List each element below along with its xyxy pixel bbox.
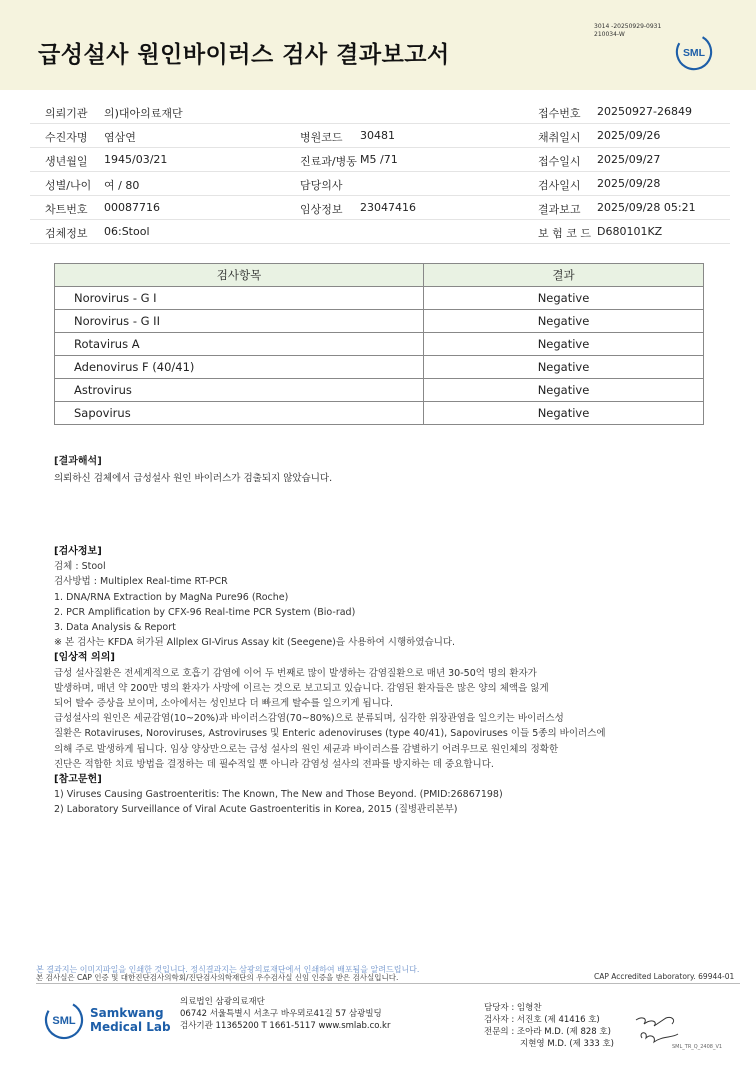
insurance-label: 보 험 코 드 [538,227,591,240]
sex-age-label: 성별/나이 [45,179,92,192]
test-info-line: 검체 : Stool [54,561,106,573]
specimen-label: 검체정보 [45,227,88,240]
references-title: [참고문헌] [54,774,102,786]
report-date-label: 결과보고 [538,203,581,216]
sml-logo-icon [675,33,713,71]
dept-label: 진료과/병동 [300,155,357,168]
results-table [54,263,704,425]
requester-value: 의)대아의료재단 [104,107,183,120]
patient-value: 염삼연 [104,131,136,144]
samkwang-logo-icon [44,1000,84,1040]
test-info-section [54,544,606,818]
receipt-no-value: 20250927-26849 [597,105,692,118]
hospital-code-label: 병원코드 [300,131,343,144]
birth-label: 생년월일 [45,155,88,168]
col-header-item: 검사항목 [55,264,424,287]
reference-line: 2) Laboratory Surveillance of Viral Acute Gastroenteritis in Korea, 2015 (질병관리본부) [54,804,458,816]
test-item-result: Negative [424,287,704,310]
clinical-line: 질환은 Rotaviruses, Noroviruses, Astroviruses 및 Enteric adenoviruses (type 40/41), Sapoviruses 이들 5종의 바이러스에 [54,728,606,740]
info-row [30,148,730,172]
clinical-line: 되어 탈수 증상을 보이며, 소아에서는 성인보다 더 빠르게 탈수를 일으키게 됩니다. [54,698,394,710]
footer-divider [36,983,740,984]
report-title: 급성설사 원인바이러스 검사 결과보고서 [38,42,450,68]
test-info-line: 3. Data Analysis & Report [54,622,176,634]
specimen-value: 06:Stool [104,225,150,238]
signature-icon [632,1012,682,1046]
info-row [30,100,730,124]
chart-value: 00087716 [104,201,160,214]
collect-date-value: 2025/09/26 [597,129,661,142]
svg-text:SML: SML [682,47,706,59]
print-warning: 본 결과지는 이미지파일을 인쇄한 것입니다. 정식결과지는 삼광의료재단에서 인쇄하여 배포됨을 알려드립니다. [36,965,420,974]
receipt-date-label: 접수일시 [538,155,581,168]
dept-value: M5 /71 [360,153,398,166]
test-item-name: Norovirus - G I [55,287,424,310]
table-header-row [55,264,704,287]
birth-value: 1945/03/21 [104,153,168,166]
reference-line: 1) Viruses Causing Gastroenteritis: The Known, The New and Those Beyond. (PMID:26867198) [54,789,503,801]
hospital-code-value: 30481 [360,129,395,142]
test-item-name: Sapovirus [55,402,424,425]
form-code: SML_TR_Q_2408_V1 [672,1044,723,1050]
test-info-line: 1. DNA/RNA Extraction by MagNa Pure96 (Roche) [54,591,289,603]
svg-text:SML: SML [52,1015,76,1027]
test-item-result: Negative [424,333,704,356]
clinical-label: 임상정보 [300,203,343,216]
interpretation-title: [결과해석] [54,456,102,467]
table-row [55,356,704,379]
lab-name: Samkwang Medical Lab [90,1006,171,1034]
clinical-line: 발생하며, 매년 약 200만 명의 환자가 사망에 이르는 것으로 보고되고 있습니다. 감염된 환자들은 많은 양의 체액을 잃게 [54,682,549,694]
test-item-name: Astrovirus [55,379,424,402]
clinical-line: 급성설사의 원인은 세균감염(10~20%)과 바이러스감염(70~80%)으로 분류되며, 심각한 위장관염을 일으키는 바이러스성 [54,713,564,725]
test-item-name: Adenovirus F (40/41) [55,356,424,379]
test-info-title: [검사정보] [54,546,102,557]
clinical-significance-title: [임상적 의의] [54,652,115,664]
test-item-name: Rotavirus A [55,333,424,356]
test-item-result: Negative [424,310,704,333]
patient-label: 수진자명 [45,131,88,144]
test-date-value: 2025/09/28 [597,177,661,190]
test-item-result: Negative [424,379,704,402]
cap-note: 본 검사실은 CAP 인증 및 대한진단검사의학회/진단검사의학재단의 우수검사실 신임 인증을 받은 검사실입니다. [36,973,399,982]
report-header [0,0,756,90]
info-row [30,196,730,220]
collect-date-label: 채취일시 [538,131,581,144]
clinical-line: 급성 설사질환은 전세계적으로 호흡기 감염에 이어 두 번째로 많이 발생하는 감염질환으로 매년 30-50억 명의 환자가 [54,667,537,679]
info-row [30,124,730,148]
chart-label: 차트번호 [45,203,88,216]
table-row [55,310,704,333]
test-info-line: 검사방법 : Multiplex Real-time RT-PCR [54,576,228,588]
receipt-date-value: 2025/09/27 [597,153,661,166]
clinical-line: 진단은 적합한 치료 방법을 결정하는 데 필수적일 뿐 아니라 감염성 설사의 전파를 방지하는 데 중요합니다. [54,758,494,770]
document-id: 3014 -20250929-0931 210034-W [594,23,662,38]
requester-label: 의뢰기관 [45,107,88,120]
table-row [55,379,704,402]
test-date-label: 검사일시 [538,179,581,192]
cap-accredited: CAP Accredited Laboratory. 69944-01 [594,972,735,981]
report-date-value: 2025/09/28 05:21 [597,201,696,214]
table-row [55,333,704,356]
test-info-line: 2. PCR Amplification by CFX-96 Real-time PCR System (Bio-rad) [54,606,356,618]
info-row [30,172,730,196]
lab-address: 의료법인 삼광의료재단 06742 서울특별시 서초구 바우뫼로41길 57 삼광빌딩 검사기관 11365200 T 1661-5117 www.smlab.co.kr [180,997,391,1031]
test-info-line: ※ 본 검사는 KFDA 허가된 Allplex GI-Virus Assay kit (Seegene)을 사용하여 시행하였습니다. [54,637,456,649]
interpretation-text: 의뢰하신 검체에서 급성설사 원인 바이러스가 검출되지 않았습니다. [54,473,333,484]
col-header-result: 결과 [424,264,704,287]
test-item-result: Negative [424,356,704,379]
table-row [55,287,704,310]
insurance-value: D680101KZ [597,225,663,238]
info-row [30,220,730,244]
test-item-result: Negative [424,402,704,425]
clinical-value: 23047416 [360,201,416,214]
table-row [55,402,704,425]
receipt-no-label: 접수번호 [538,107,581,120]
doctor-label: 담당의사 [300,179,343,192]
clinical-line: 의해 주로 발생하게 됩니다. 임상 양상만으로는 급성 설사의 원인 세균과 바이러스를 감별하기 어려우므로 원인체의 정확한 [54,743,559,755]
test-item-name: Norovirus - G II [55,310,424,333]
staff-list: 담당자 : 임형찬 검사자 : 서진호 (제 41416 호) 전문의 : 조아라 M.D. (제 828 호) 지현영 M.D. (제 333 호) [484,1003,615,1049]
sex-age-value: 여 / 80 [104,179,140,192]
